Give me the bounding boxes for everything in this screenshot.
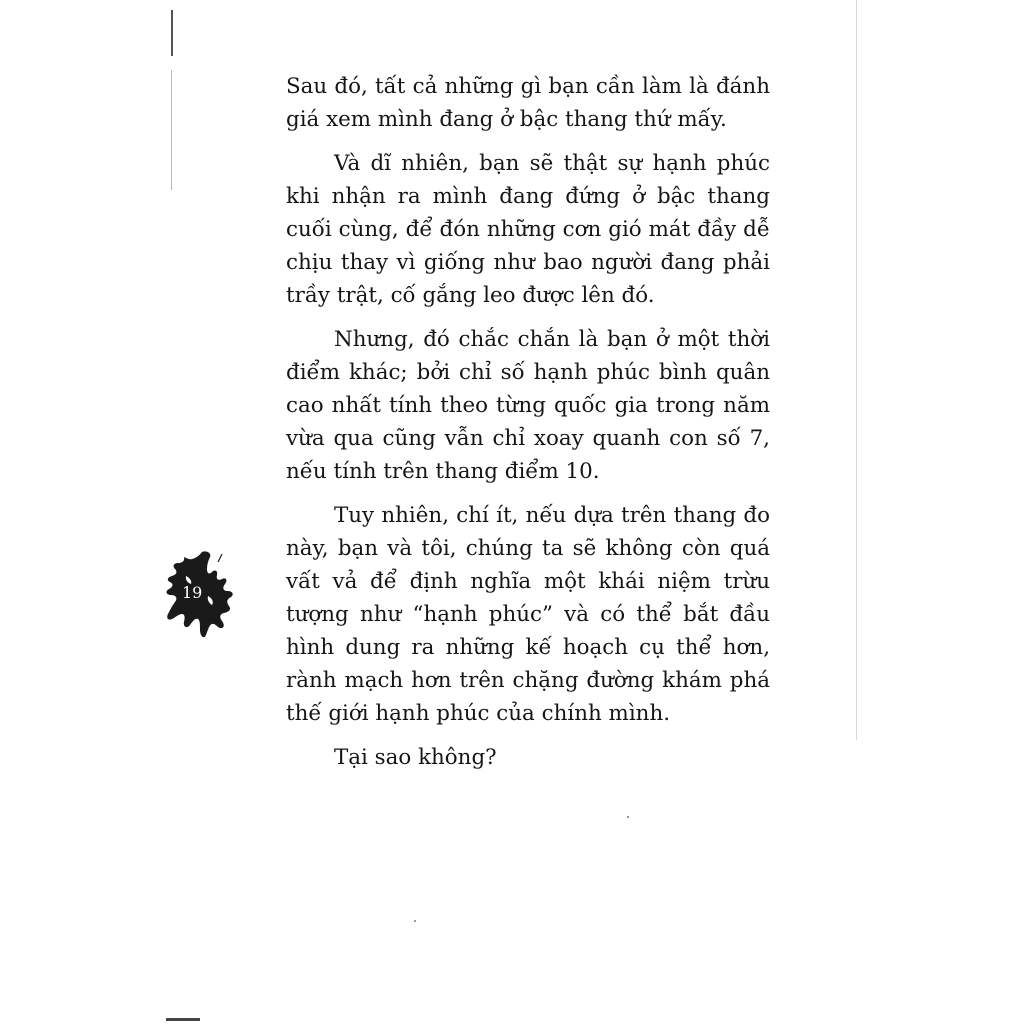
paragraph-3: Nhưng, đó chắc chắn là bạn ở một thời điểm khác; bởi chỉ số hạnh phúc bình quân cao nhất tính theo từng quốc gia trong năm vừa qua cũng vẫn chỉ xoay quanh con số 7, nếu tính trên thang điểm 10. [286,327,770,484]
scan-edge-right [856,0,857,740]
paragraph-1: Sau đó, tất cả những gì bạn cần làm là đánh giá xem mình đang ở bậc thang thứ mấy. [286,74,770,132]
page-number: 19 [182,583,203,602]
body-text [286,70,770,785]
paragraph-4: Tuy nhiên, chí ít, nếu dựa trên thang đo này, bạn và tôi, chúng ta sẽ không còn quá vất vả để định nghĩa một khái niệm trừu tượng như “hạnh phúc” và có thể bắt đầu hình dung ra những kế hoạch cụ thể hơn, rành mạch hơn trên chặng đường khám phá thế giới hạnh phúc của chính mình. [286,503,770,726]
scan-edge-left-faint [171,70,172,190]
scan-speck [414,920,416,922]
scan-edge-left [171,10,173,56]
scan-speck [627,816,629,818]
paragraph-5: Tại sao không? [334,745,497,770]
paragraph-2: Và dĩ nhiên, bạn sẽ thật sự hạnh phúc khi nhận ra mình đang đứng ở bậc thang cuối cùng, để đón những cơn gió mát đầy dễ chịu thay vì giống như bao người đang phải trầy trật, cố gắng leo được lên đó. [286,151,770,308]
scan-edge-bottom [166,1018,200,1021]
